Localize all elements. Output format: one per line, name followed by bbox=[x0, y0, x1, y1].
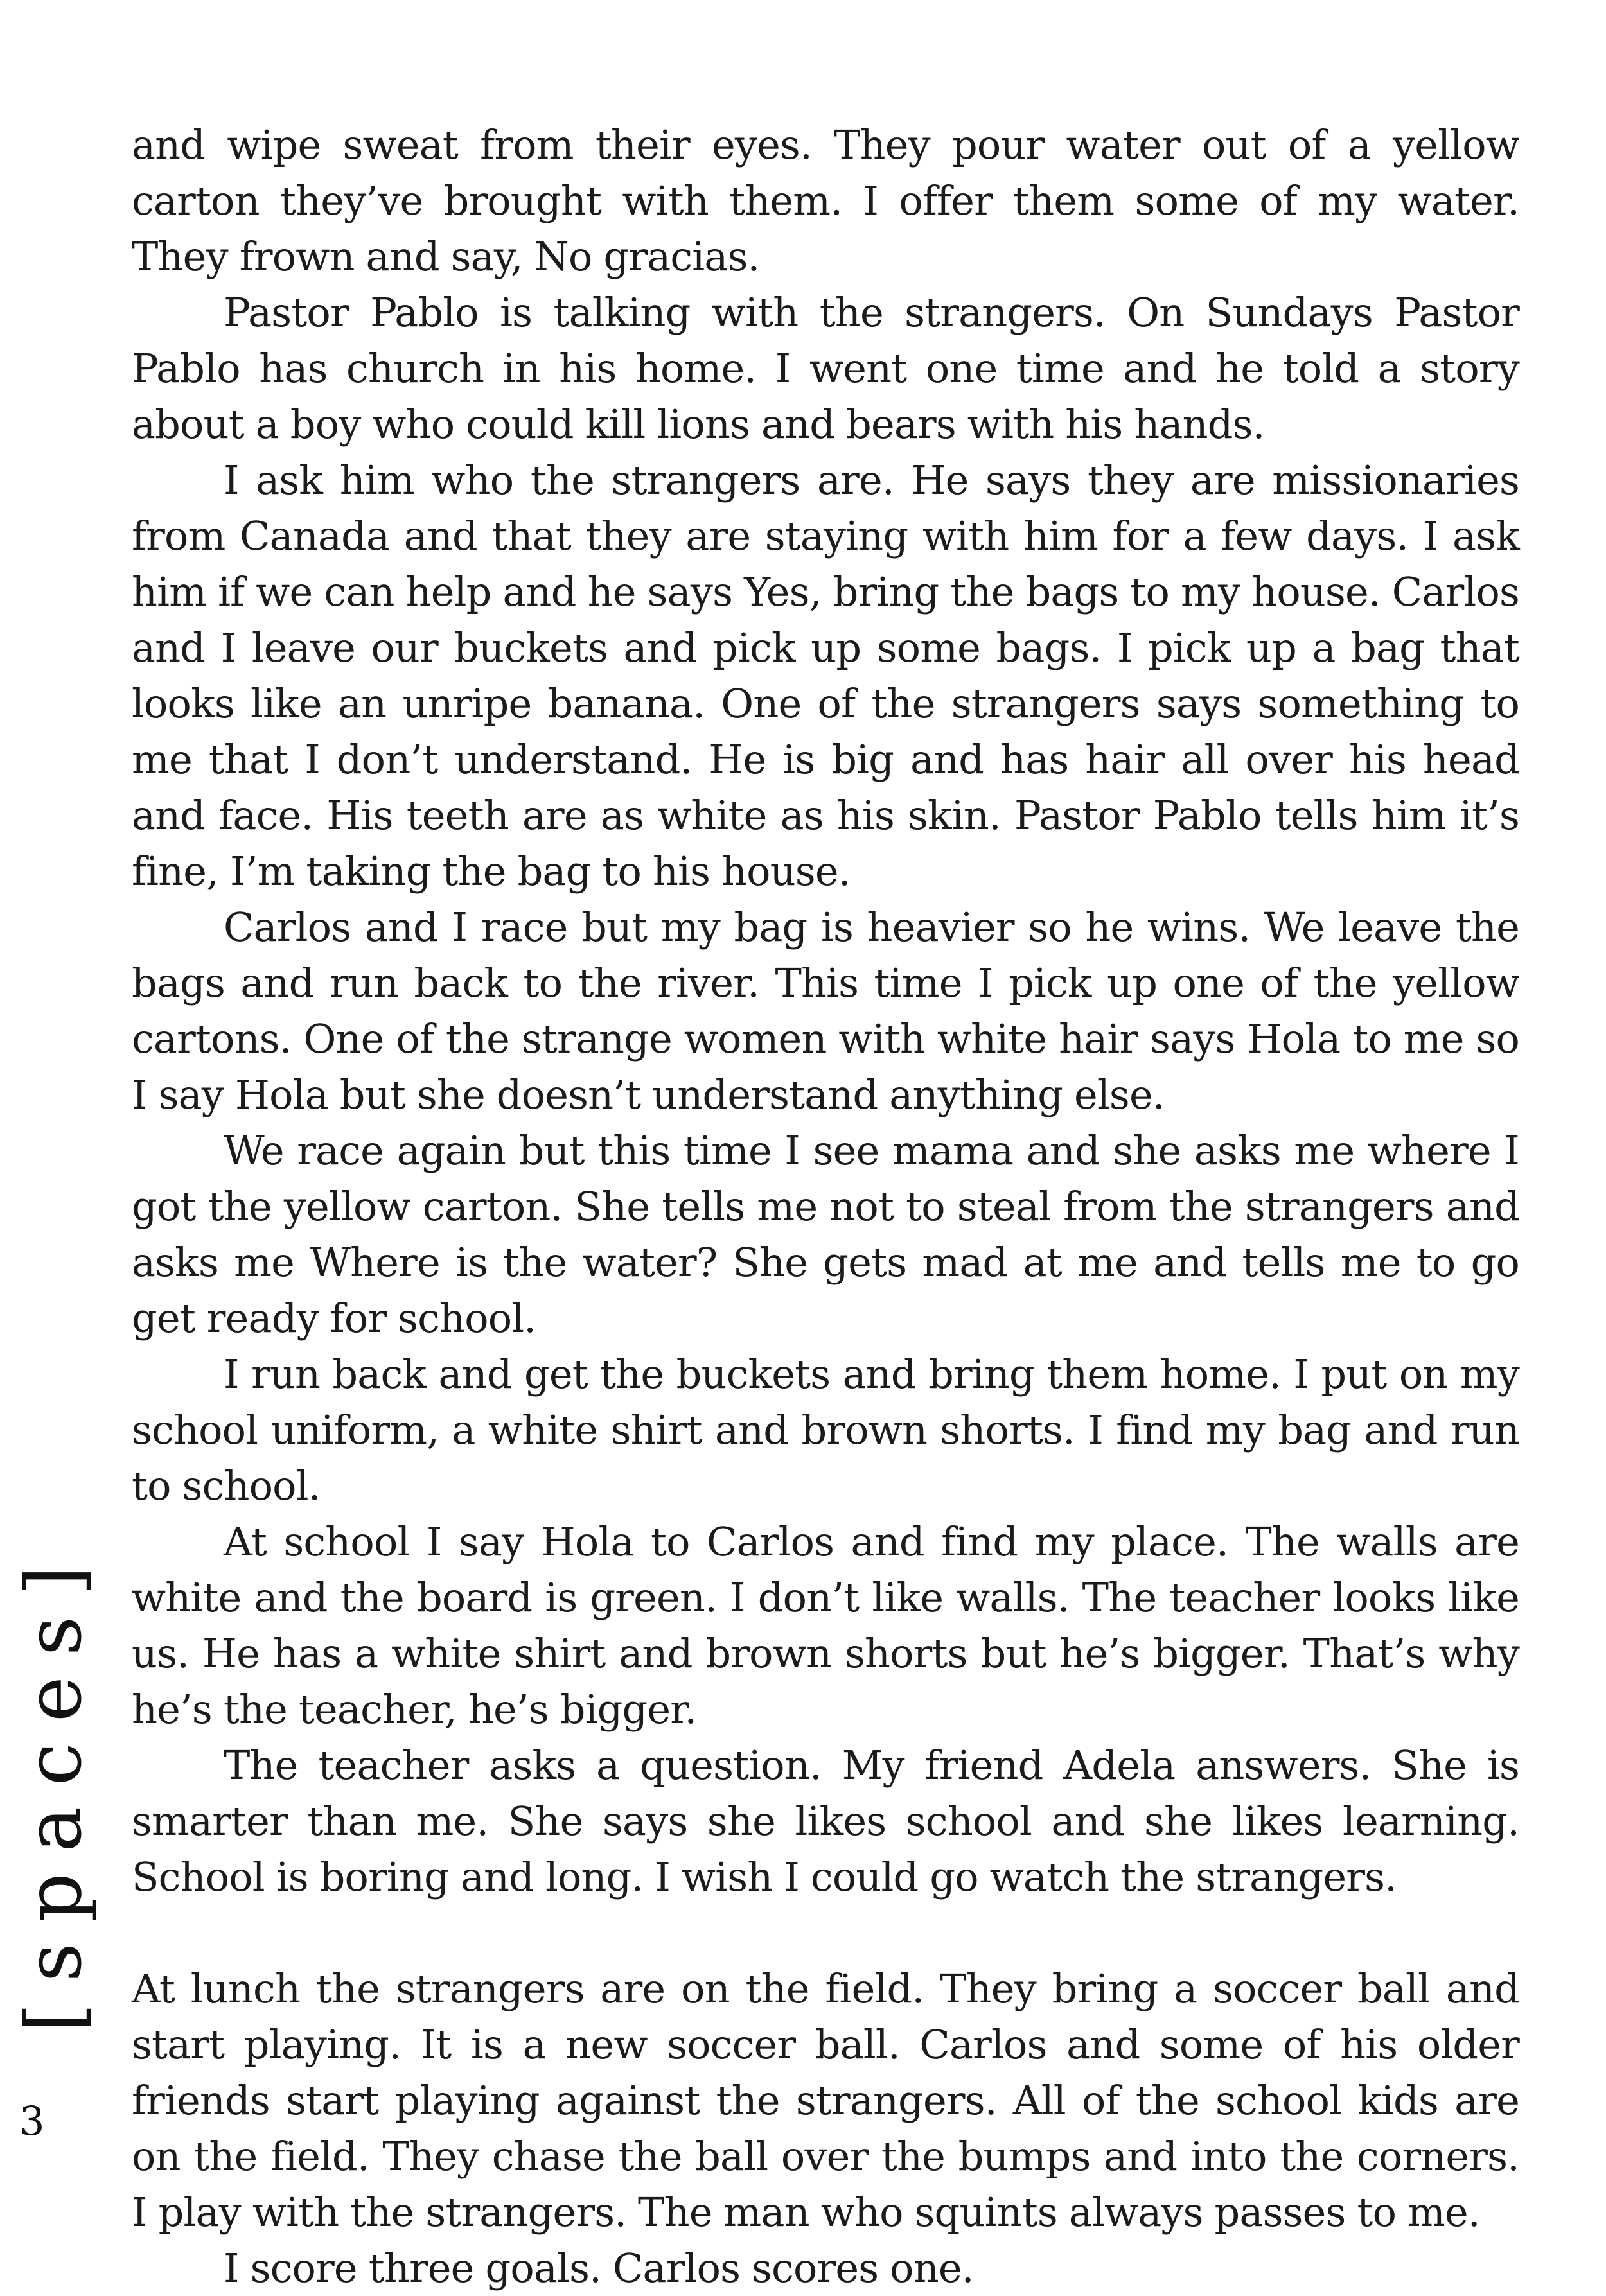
paragraph-9: At lunch the strangers are on the field. They bring a soccer ball and start playing. It is a new soccer ball. Carlos and some of his older friends start playing against the strangers. All of the school kids are on the field. They chase the ball over the bumps and into the corners. I play with the strangers. The man who squints always passes to me. bbox=[132, 1965, 1519, 2236]
running-head bbox=[10, 1477, 100, 2100]
paragraph-8: The teacher asks a question. My friend Adela answers. She is smarter than me. She says she likes school and she likes learning. School is boring and long. I wish I could go watch the strangers. bbox=[132, 1742, 1519, 1900]
paragraph-2: Pastor Pablo is talking with the strangers. On Sundays Pastor Pablo has church in his home. I went one time and he told a story about a boy who could kill lions and bears with his hands. bbox=[132, 289, 1519, 448]
paragraph-1: and wipe sweat from their eyes. They pour water out of a yellow carton they’ve brought with them. I offer them some of my water. They frown and say, No gracias. bbox=[132, 121, 1519, 280]
page-number: 3 bbox=[19, 2098, 45, 2144]
paragraph-6: I run back and get the buckets and bring them home. I put on my school uniform, a white shirt and brown shorts. I find my bag and run to school. bbox=[132, 1351, 1519, 1509]
paragraph-3: I ask him who the strangers are. He says they are missionaries from Canada and that they are staying with him for a few days. I ask him if we can help and he says Yes, bring the bags to my house. Carlos and I leave our buckets and pick up some bags. I pick up a bag that looks like an unripe banana. One of the strangers says something to me that I don’t understand. He is big and has hair all over his head and face. His teeth are as white as his skin. Pastor Pablo tells him it’s fine, I’m taking the bag to his house. bbox=[132, 457, 1519, 895]
paragraph-10: I score three goals. Carlos scores one. bbox=[224, 2245, 974, 2292]
paragraph-5: We race again but this time I see mama and she asks me where I got the yellow carton. She tells me not to steal from the strangers and asks me Where is the water? She gets mad at me and tells me to go get ready for school. bbox=[132, 1127, 1519, 1342]
paragraph-4: Carlos and I race but my bag is heavier so he wins. We leave the bags and run back to the river. This time I pick up one of the yellow cartons. One of the strange women with white hair says Hola to me so I say Hola but she doesn’t understand anything else. bbox=[132, 904, 1519, 1118]
running-head-text: [spaces] bbox=[10, 1545, 100, 2033]
paragraph-7: At school I say Hola to Carlos and find my place. The walls are white and the board is green. I don’t like walls. The teacher looks like us. He has a white shirt and brown shorts but he’s bigger. That’s why he’s the teacher, he’s bigger. bbox=[132, 1518, 1519, 1733]
story-text bbox=[132, 117, 1519, 2296]
